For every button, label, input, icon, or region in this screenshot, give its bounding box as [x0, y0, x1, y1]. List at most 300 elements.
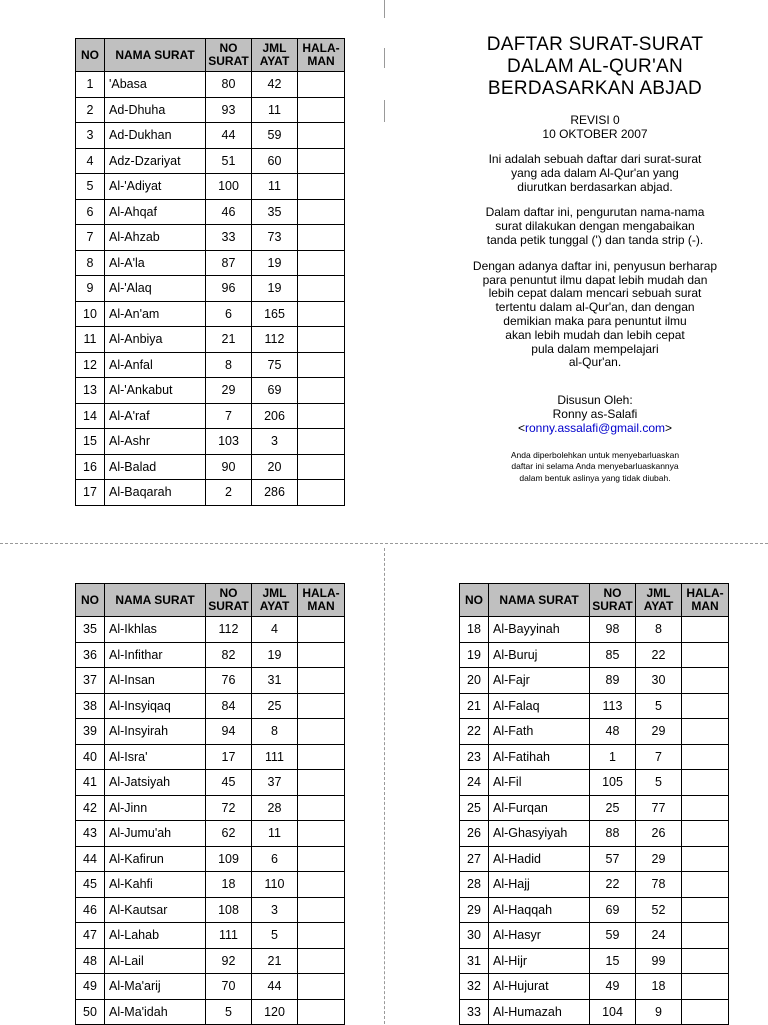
cell-jml-ayat: 11 [252, 821, 298, 847]
intro-paragraph [460, 153, 730, 194]
cell-no-surat: 46 [206, 199, 252, 225]
table-row [460, 617, 729, 643]
cell-no: 24 [460, 770, 489, 796]
cell-no: 32 [460, 974, 489, 1000]
cell-halaman [682, 642, 729, 668]
cell-nama-surat: Al-Fajr [489, 668, 590, 694]
cell-jml-ayat: 35 [252, 199, 298, 225]
cell-halaman [682, 668, 729, 694]
cell-jml-ayat: 8 [636, 617, 682, 643]
cell-no: 22 [460, 719, 489, 745]
text-line: dalam bentuk aslinya yang tidak diubah. [519, 472, 671, 483]
header-nama-surat: NAMA SURAT [105, 584, 206, 617]
text-line: para penuntut ilmu dapat lebih mudah dan [482, 272, 708, 287]
cell-no: 39 [76, 719, 105, 745]
header-no-surat: NO SURAT [206, 39, 252, 72]
cell-halaman [682, 872, 729, 898]
cell-no: 44 [76, 846, 105, 872]
cell-no-surat: 85 [590, 642, 636, 668]
cell-nama-surat: Al-Haqqah [489, 897, 590, 923]
cell-no-surat: 80 [206, 72, 252, 98]
cell-nama-surat: Al-A'raf [105, 403, 206, 429]
email-bracket-open: < [517, 420, 525, 435]
header-no-surat: NO SURAT [206, 584, 252, 617]
cell-jml-ayat: 25 [252, 693, 298, 719]
table-row [76, 999, 345, 1025]
cell-halaman [682, 617, 729, 643]
cell-no-surat: 51 [206, 148, 252, 174]
cell-nama-surat: Ad-Dhuha [105, 97, 206, 123]
cell-nama-surat: Al-Infithar [105, 642, 206, 668]
table-row [460, 795, 729, 821]
cell-no-surat: 72 [206, 795, 252, 821]
cell-no: 49 [76, 974, 105, 1000]
cell-no-surat: 87 [206, 250, 252, 276]
cell-halaman [682, 770, 729, 796]
cell-no-surat: 105 [590, 770, 636, 796]
table-row [76, 795, 345, 821]
cell-nama-surat: Al-Fatihah [489, 744, 590, 770]
cell-no-surat: 108 [206, 897, 252, 923]
table-row [76, 897, 345, 923]
cell-halaman [298, 744, 345, 770]
cell-nama-surat: Al-Hijr [489, 948, 590, 974]
table-row [76, 199, 345, 225]
text-line: tanda petik tunggal (') dan tanda strip (-). [486, 232, 704, 247]
cell-jml-ayat: 69 [252, 378, 298, 404]
cell-nama-surat: Al-Falaq [489, 693, 590, 719]
cell-nama-surat: Al-Ashr [105, 429, 206, 455]
cut-line-vertical-bottom [384, 548, 385, 1024]
cell-jml-ayat: 120 [252, 999, 298, 1025]
cell-halaman [298, 795, 345, 821]
cell-jml-ayat: 60 [252, 148, 298, 174]
cell-nama-surat: Al-Bayyinah [489, 617, 590, 643]
title-line: BERDASARKAN ABJAD [487, 78, 703, 99]
cell-no-surat: 112 [206, 617, 252, 643]
cell-halaman [298, 897, 345, 923]
table-header-row [76, 39, 345, 72]
cell-jml-ayat: 52 [636, 897, 682, 923]
table-row [460, 668, 729, 694]
cell-no-surat: 84 [206, 693, 252, 719]
cell-nama-surat: Al-Jinn [105, 795, 206, 821]
cell-no-surat: 92 [206, 948, 252, 974]
text-line: Ini adalah sebuah daftar dari surat-surat [488, 152, 702, 166]
text-line: al-Qur'an. [568, 355, 622, 370]
table-row [76, 225, 345, 251]
cell-no: 12 [76, 352, 105, 378]
table-row [76, 429, 345, 455]
cell-nama-surat: Al-Anfal [105, 352, 206, 378]
table-row [76, 454, 345, 480]
cell-halaman [298, 327, 345, 353]
cell-nama-surat: Al-Insyirah [105, 719, 206, 745]
cell-no-surat: 49 [590, 974, 636, 1000]
cell-no: 5 [76, 174, 105, 200]
cell-no: 15 [76, 429, 105, 455]
cell-halaman [298, 454, 345, 480]
cell-halaman [298, 403, 345, 429]
cell-jml-ayat: 165 [252, 301, 298, 327]
cell-nama-surat: Al-Anbiya [105, 327, 206, 353]
cell-nama-surat: Al-Baqarah [105, 480, 206, 506]
cell-jml-ayat: 20 [252, 454, 298, 480]
cell-no: 46 [76, 897, 105, 923]
cell-nama-surat: Al-Isra' [105, 744, 206, 770]
cell-no: 21 [460, 693, 489, 719]
cell-no: 27 [460, 846, 489, 872]
cell-halaman [298, 174, 345, 200]
table-header-row [460, 584, 729, 617]
cell-halaman [298, 668, 345, 694]
text-line: yang ada dalam Al-Qur'an yang [511, 165, 679, 180]
header-jml-ayat: JML AYAT [636, 584, 682, 617]
author-block [460, 394, 730, 435]
cell-no: 16 [76, 454, 105, 480]
cut-line-horizontal [0, 543, 768, 544]
cell-no: 43 [76, 821, 105, 847]
table-row [460, 642, 729, 668]
cell-no: 33 [460, 999, 489, 1025]
cell-nama-surat: Adz-Dzariyat [105, 148, 206, 174]
cell-no-surat: 59 [590, 923, 636, 949]
cell-no: 14 [76, 403, 105, 429]
cell-nama-surat: Al-'Adiyat [105, 174, 206, 200]
table-row [76, 72, 345, 98]
cell-no-surat: 21 [206, 327, 252, 353]
cell-jml-ayat: 29 [636, 846, 682, 872]
cell-nama-surat: Al-Humazah [489, 999, 590, 1025]
table-row [76, 617, 345, 643]
table-row [76, 642, 345, 668]
cell-no: 3 [76, 123, 105, 149]
cell-no: 48 [76, 948, 105, 974]
text-line: demikian maka para penuntut ilmu [503, 313, 687, 328]
cell-jml-ayat: 11 [252, 174, 298, 200]
cell-no: 30 [460, 923, 489, 949]
cell-nama-surat: Al-An'am [105, 301, 206, 327]
title-line: DALAM AL-QUR'AN [506, 56, 683, 77]
cell-nama-surat: Al-Lail [105, 948, 206, 974]
cell-halaman [682, 974, 729, 1000]
cell-no: 2 [76, 97, 105, 123]
cell-no-surat: 70 [206, 974, 252, 1000]
revision-date: 10 OKTOBER 2007 [542, 127, 648, 141]
cell-halaman [682, 744, 729, 770]
cell-halaman [298, 923, 345, 949]
table-row [460, 999, 729, 1025]
cell-no: 4 [76, 148, 105, 174]
cell-no-surat: 111 [206, 923, 252, 949]
header-no: NO [76, 584, 105, 617]
cell-nama-surat: Ad-Dukhan [105, 123, 206, 149]
cell-jml-ayat: 19 [252, 250, 298, 276]
cell-no-surat: 89 [590, 668, 636, 694]
text-line: pula dalam mempelajari [531, 341, 659, 356]
cell-no-surat: 113 [590, 693, 636, 719]
table-row [460, 974, 729, 1000]
table-row [76, 301, 345, 327]
cell-halaman [682, 795, 729, 821]
cell-jml-ayat: 99 [636, 948, 682, 974]
cell-no: 20 [460, 668, 489, 694]
table-row [76, 821, 345, 847]
text-line: surat dilakukan dengan mengabaikan [495, 219, 695, 234]
cell-halaman [298, 225, 345, 251]
cell-no-surat: 94 [206, 719, 252, 745]
text-line: Anda diperbolehkan untuk menyebarluaskan [510, 449, 680, 460]
table-row [460, 719, 729, 745]
cell-jml-ayat: 206 [252, 403, 298, 429]
cell-halaman [298, 480, 345, 506]
cell-nama-surat: Al-Furqan [489, 795, 590, 821]
table-row [460, 693, 729, 719]
cell-halaman [298, 148, 345, 174]
cell-halaman [298, 123, 345, 149]
cell-nama-surat: Al-Buruj [489, 642, 590, 668]
header-halaman: HALA- MAN [298, 584, 345, 617]
cell-nama-surat: 'Abasa [105, 72, 206, 98]
cell-no-surat: 90 [206, 454, 252, 480]
cell-no: 41 [76, 770, 105, 796]
purpose-paragraph [460, 260, 730, 370]
table-row [460, 821, 729, 847]
table-row [460, 897, 729, 923]
cell-halaman [682, 821, 729, 847]
header-no-surat: NO SURAT [590, 584, 636, 617]
table-row [76, 744, 345, 770]
cell-jml-ayat: 3 [252, 429, 298, 455]
author-email-line [460, 422, 730, 436]
cell-halaman [298, 352, 345, 378]
cell-jml-ayat: 6 [252, 846, 298, 872]
cell-jml-ayat: 5 [636, 693, 682, 719]
text-line: akan lebih mudah dan lebih cepat [505, 327, 685, 342]
cell-halaman [298, 642, 345, 668]
cell-no-surat: 96 [206, 276, 252, 302]
license-note [460, 450, 730, 485]
table-row [76, 97, 345, 123]
cell-halaman [298, 617, 345, 643]
cell-halaman [682, 897, 729, 923]
cell-jml-ayat: 7 [636, 744, 682, 770]
cell-jml-ayat: 4 [252, 617, 298, 643]
cell-no: 19 [460, 642, 489, 668]
cell-nama-surat: Al-Fath [489, 719, 590, 745]
cell-halaman [682, 948, 729, 974]
table-row [460, 923, 729, 949]
author-email-link[interactable]: ronny.assalafi@gmail.com [524, 420, 665, 435]
cell-jml-ayat: 22 [636, 642, 682, 668]
cut-line-vertical [384, 48, 385, 68]
cell-no: 45 [76, 872, 105, 898]
table-row [76, 846, 345, 872]
text-line: lebih cepat dalam mencari sebuah surat [488, 286, 702, 301]
cell-halaman [682, 999, 729, 1025]
cell-no-surat: 45 [206, 770, 252, 796]
table-row [76, 872, 345, 898]
surat-table-3 [459, 583, 729, 1025]
cell-halaman [298, 72, 345, 98]
cut-line-vertical-top [384, 0, 385, 18]
cell-nama-surat: Al-Kafirun [105, 846, 206, 872]
cell-no: 36 [76, 642, 105, 668]
table-row [76, 974, 345, 1000]
cell-no-surat: 8 [206, 352, 252, 378]
cell-halaman [682, 719, 729, 745]
cell-jml-ayat: 42 [252, 72, 298, 98]
cell-jml-ayat: 21 [252, 948, 298, 974]
cell-nama-surat: Al-Insyiqaq [105, 693, 206, 719]
cell-halaman [682, 923, 729, 949]
table-row [460, 948, 729, 974]
cell-nama-surat: Al-Ma'arij [105, 974, 206, 1000]
cell-halaman [298, 821, 345, 847]
cell-jml-ayat: 75 [252, 352, 298, 378]
cell-nama-surat: Al-A'la [105, 250, 206, 276]
cell-no-surat: 7 [206, 403, 252, 429]
header-halaman: HALA- MAN [298, 39, 345, 72]
cell-jml-ayat: 11 [252, 97, 298, 123]
cell-jml-ayat: 19 [252, 642, 298, 668]
cell-no-surat: 88 [590, 821, 636, 847]
cell-jml-ayat: 9 [636, 999, 682, 1025]
header-jml-ayat: JML AYAT [252, 584, 298, 617]
cell-no: 47 [76, 923, 105, 949]
cell-nama-surat: Al-Ma'idah [105, 999, 206, 1025]
cell-jml-ayat: 5 [636, 770, 682, 796]
author-name: Ronny as-Salafi [552, 406, 638, 421]
cell-no: 23 [460, 744, 489, 770]
cell-jml-ayat: 112 [252, 327, 298, 353]
cell-halaman [298, 948, 345, 974]
header-jml-ayat: JML AYAT [252, 39, 298, 72]
header-no: NO [76, 39, 105, 72]
cell-no-surat: 103 [206, 429, 252, 455]
table-row [460, 872, 729, 898]
table-row [76, 276, 345, 302]
cell-halaman [298, 301, 345, 327]
cell-no-surat: 33 [206, 225, 252, 251]
cell-halaman [298, 199, 345, 225]
cell-nama-surat: Al-Hadid [489, 846, 590, 872]
cell-nama-surat: Al-Lahab [105, 923, 206, 949]
cell-no-surat: 93 [206, 97, 252, 123]
cell-nama-surat: Al-Ahzab [105, 225, 206, 251]
cell-no-surat: 109 [206, 846, 252, 872]
cell-halaman [298, 97, 345, 123]
cell-halaman [298, 872, 345, 898]
cell-no: 35 [76, 617, 105, 643]
cell-nama-surat: Al-Ahqaf [105, 199, 206, 225]
cell-nama-surat: Al-Hajj [489, 872, 590, 898]
cell-jml-ayat: 286 [252, 480, 298, 506]
header-nama-surat: NAMA SURAT [105, 39, 206, 72]
revision-label: REVISI 0 [570, 113, 620, 127]
header-no: NO [460, 584, 489, 617]
header-halaman: HALA- MAN [682, 584, 729, 617]
cell-no-surat: 98 [590, 617, 636, 643]
cell-nama-surat: Al-Balad [105, 454, 206, 480]
cell-jml-ayat: 26 [636, 821, 682, 847]
table-row [76, 923, 345, 949]
table-row [76, 148, 345, 174]
text-line: Dengan adanya daftar ini, penyusun berharap [472, 258, 718, 273]
text-line: Dalam daftar ini, pengurutan nama-nama [485, 205, 705, 220]
title-line: DAFTAR SURAT-SURAT [486, 34, 704, 55]
table-row [76, 250, 345, 276]
cell-halaman [298, 999, 345, 1025]
cell-no-surat: 15 [590, 948, 636, 974]
cell-no-surat: 5 [206, 999, 252, 1025]
cell-jml-ayat: 19 [252, 276, 298, 302]
text-line: tertentu dalam al-Qur'an, dan dengan [495, 300, 695, 315]
text-line: diurutkan berdasarkan abjad. [517, 179, 673, 194]
cell-no: 11 [76, 327, 105, 353]
table-row [460, 744, 729, 770]
cell-halaman [298, 276, 345, 302]
cell-no: 8 [76, 250, 105, 276]
surat-table-1 [75, 38, 345, 506]
cell-no: 1 [76, 72, 105, 98]
cell-nama-surat: Al-'Ankabut [105, 378, 206, 404]
cell-nama-surat: Al-Fil [489, 770, 590, 796]
cell-halaman [682, 846, 729, 872]
cell-no: 17 [76, 480, 105, 506]
cell-nama-surat: Al-Ghasyiyah [489, 821, 590, 847]
document-title [460, 34, 730, 100]
cell-no-surat: 48 [590, 719, 636, 745]
table-row [76, 719, 345, 745]
cell-no-surat: 29 [206, 378, 252, 404]
cell-jml-ayat: 77 [636, 795, 682, 821]
cell-halaman [298, 846, 345, 872]
cell-halaman [298, 250, 345, 276]
cell-no: 6 [76, 199, 105, 225]
cell-jml-ayat: 24 [636, 923, 682, 949]
revision-block [460, 113, 730, 141]
cell-no: 31 [460, 948, 489, 974]
cell-no: 10 [76, 301, 105, 327]
cell-no: 38 [76, 693, 105, 719]
cell-no: 18 [460, 617, 489, 643]
cell-no: 13 [76, 378, 105, 404]
cell-no-surat: 57 [590, 846, 636, 872]
table-row [76, 378, 345, 404]
table-header-row [76, 584, 345, 617]
cell-jml-ayat: 73 [252, 225, 298, 251]
cell-nama-surat: Al-Kahfi [105, 872, 206, 898]
cell-no-surat: 82 [206, 642, 252, 668]
cell-jml-ayat: 30 [636, 668, 682, 694]
cell-jml-ayat: 3 [252, 897, 298, 923]
cell-nama-surat: Al-Ikhlas [105, 617, 206, 643]
table-row [460, 770, 729, 796]
cell-no-surat: 25 [590, 795, 636, 821]
table-row [76, 480, 345, 506]
surat-table-2 [75, 583, 345, 1025]
cell-halaman [298, 429, 345, 455]
table-row [76, 770, 345, 796]
cell-no-surat: 100 [206, 174, 252, 200]
cell-jml-ayat: 31 [252, 668, 298, 694]
cell-nama-surat: Al-Hujurat [489, 974, 590, 1000]
cell-no-surat: 1 [590, 744, 636, 770]
cell-no-surat: 2 [206, 480, 252, 506]
cell-jml-ayat: 78 [636, 872, 682, 898]
cell-jml-ayat: 18 [636, 974, 682, 1000]
